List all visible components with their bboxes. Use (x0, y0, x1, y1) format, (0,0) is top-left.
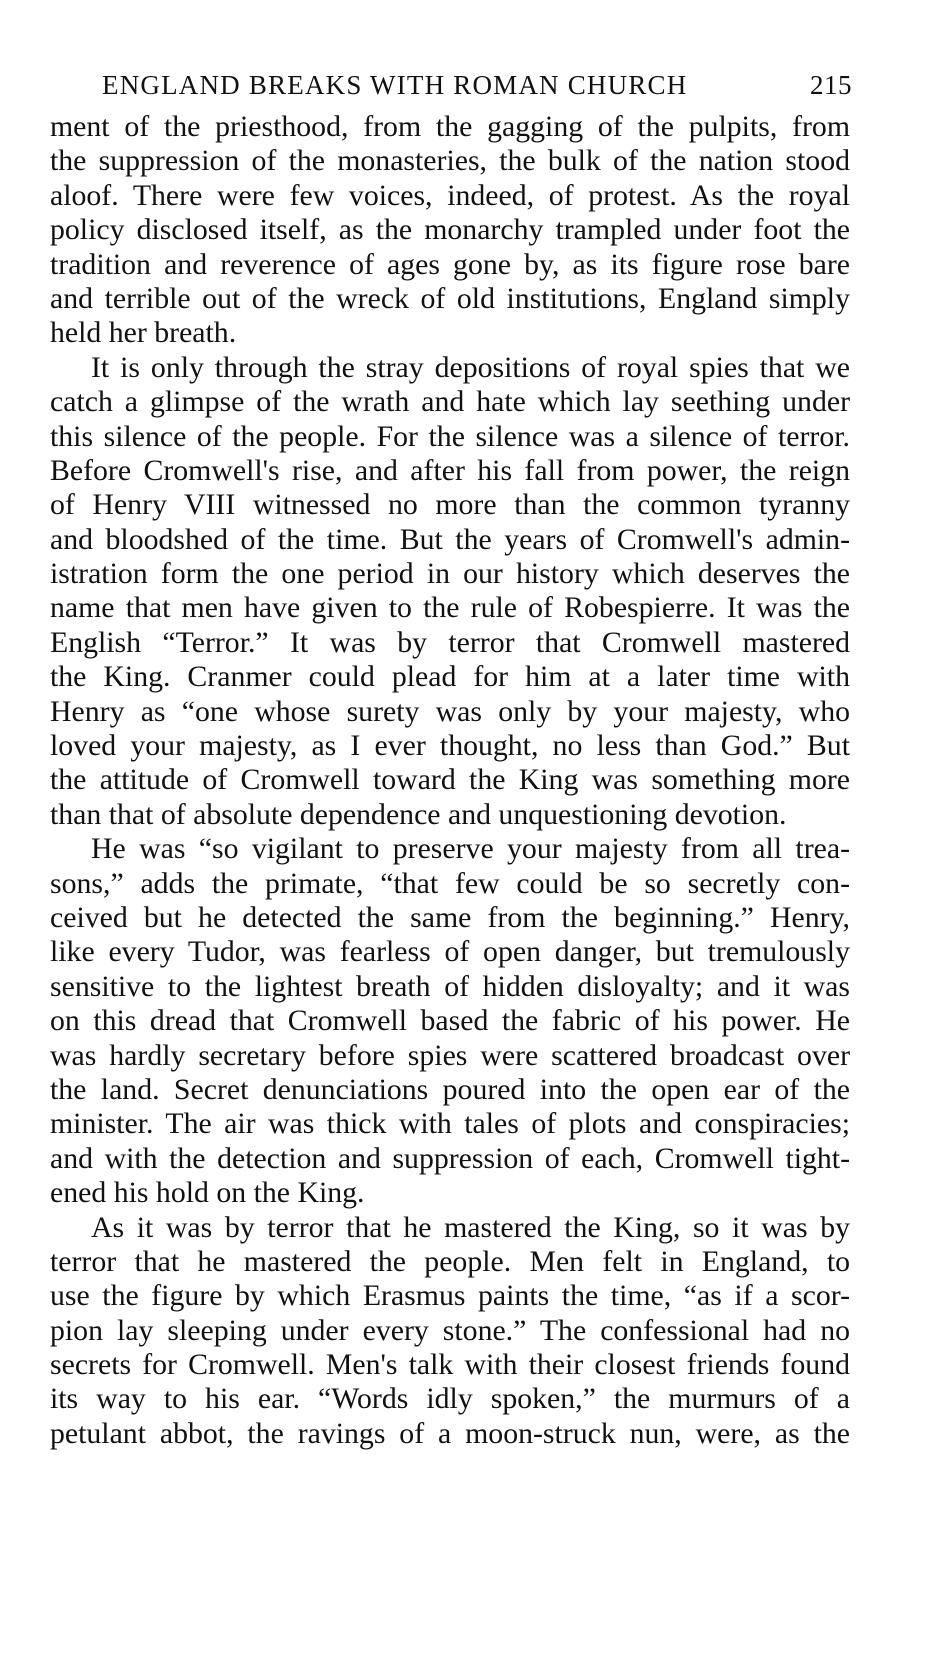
text-line: loved your majesty, as I ever thought, no less than God.” But (50, 729, 850, 763)
text-line: the land. Secret denunciations poured into the open ear of the (50, 1072, 850, 1106)
text-line: aloof. There were few voices, indeed, of protest. As the royal (50, 178, 850, 212)
text-line: ment of the priesthood, from the gagging of the pulpits, from (50, 110, 850, 143)
text-line: secrets for Cromwell. Men's talk with their closest friends found (50, 1348, 850, 1382)
text-line: sons,” adds the primate, “that few could be so secretly con- (50, 866, 850, 900)
text-line: its way to his ear. “Words idly spoken,” the murmurs of a (50, 1382, 850, 1416)
text-line: It is only through the stray depositions of royal spies that we (91, 350, 850, 384)
paragraph (50, 351, 850, 832)
text-line: Henry as “one whose surety was only by your majesty, who (50, 694, 850, 728)
text-line: English “Terror.” It was by terror that Cromwell mastered (50, 625, 850, 659)
text-line: was hardly secretary before spies were scattered broadcast over (50, 1038, 850, 1072)
text-line: sensitive to the lightest breath of hidden disloyalty; and it was (50, 969, 850, 1003)
text-line: and bloodshed of the time. But the years of Cromwell's admin- (50, 522, 850, 556)
text-line: policy disclosed itself, as the monarchy trampled under foot the (50, 213, 850, 247)
text-line: tradition and reverence of ages gone by, as its figure rose bare (50, 247, 850, 281)
text-line: istration form the one period in our history which deserves the (50, 557, 850, 591)
text-line: held her breath. (50, 316, 237, 350)
body-text (50, 110, 850, 1451)
text-line: minister. The air was thick with tales of plots and conspiracies; (50, 1107, 850, 1141)
text-line: As it was by terror that he mastered the King, so it was by (91, 1210, 850, 1244)
text-line: the suppression of the monasteries, the bulk of the nation stood (50, 144, 850, 178)
text-line: the King. Cranmer could plead for him at a later time with (50, 660, 850, 694)
text-line: than that of absolute dependence and unquestioning devotion. (50, 797, 787, 831)
text-line: of Henry VIII witnessed no more than the common tyranny (50, 488, 850, 522)
text-line: pion lay sleeping under every stone.” The confessional had no (50, 1313, 850, 1347)
text-line: like every Tudor, was fearless of open danger, but tremulously (50, 935, 850, 969)
paragraph (50, 110, 850, 351)
text-line: ened his hold on the King. (50, 1176, 365, 1210)
text-line: He was “so vigilant to preserve your majesty from all trea- (91, 832, 850, 866)
text-line: petulant abbot, the ravings of a moon-struck nun, were, as the (50, 1416, 850, 1450)
running-head-title: ENGLAND BREAKS WITH ROMAN CHURCH (102, 70, 688, 100)
text-line: use the figure by which Erasmus paints the time, “as if a scor- (50, 1279, 850, 1313)
text-line: on this dread that Cromwell based the fabric of his power. He (50, 1004, 850, 1038)
page-number: 215 (810, 70, 852, 100)
running-head (102, 70, 852, 110)
text-line: and with the detection and suppression of each, Cromwell tight- (50, 1141, 850, 1175)
text-line: the attitude of Cromwell toward the King was something more (50, 763, 850, 797)
paragraph (50, 1211, 850, 1452)
text-line: ceived but he detected the same from the beginning.” Henry, (50, 900, 850, 934)
text-line: catch a glimpse of the wrath and hate which lay seething under (50, 385, 850, 419)
text-line: terror that he mastered the people. Men felt in England, to (50, 1244, 850, 1278)
book-page (50, 70, 850, 1451)
text-line: name that men have given to the rule of Robespierre. It was the (50, 591, 850, 625)
text-line: Before Cromwell's rise, and after his fall from power, the reign (50, 453, 850, 487)
text-line: this silence of the people. For the silence was a silence of terror. (50, 419, 850, 453)
paragraph (50, 832, 850, 1210)
text-line: and terrible out of the wreck of old institutions, England simply (50, 281, 850, 315)
